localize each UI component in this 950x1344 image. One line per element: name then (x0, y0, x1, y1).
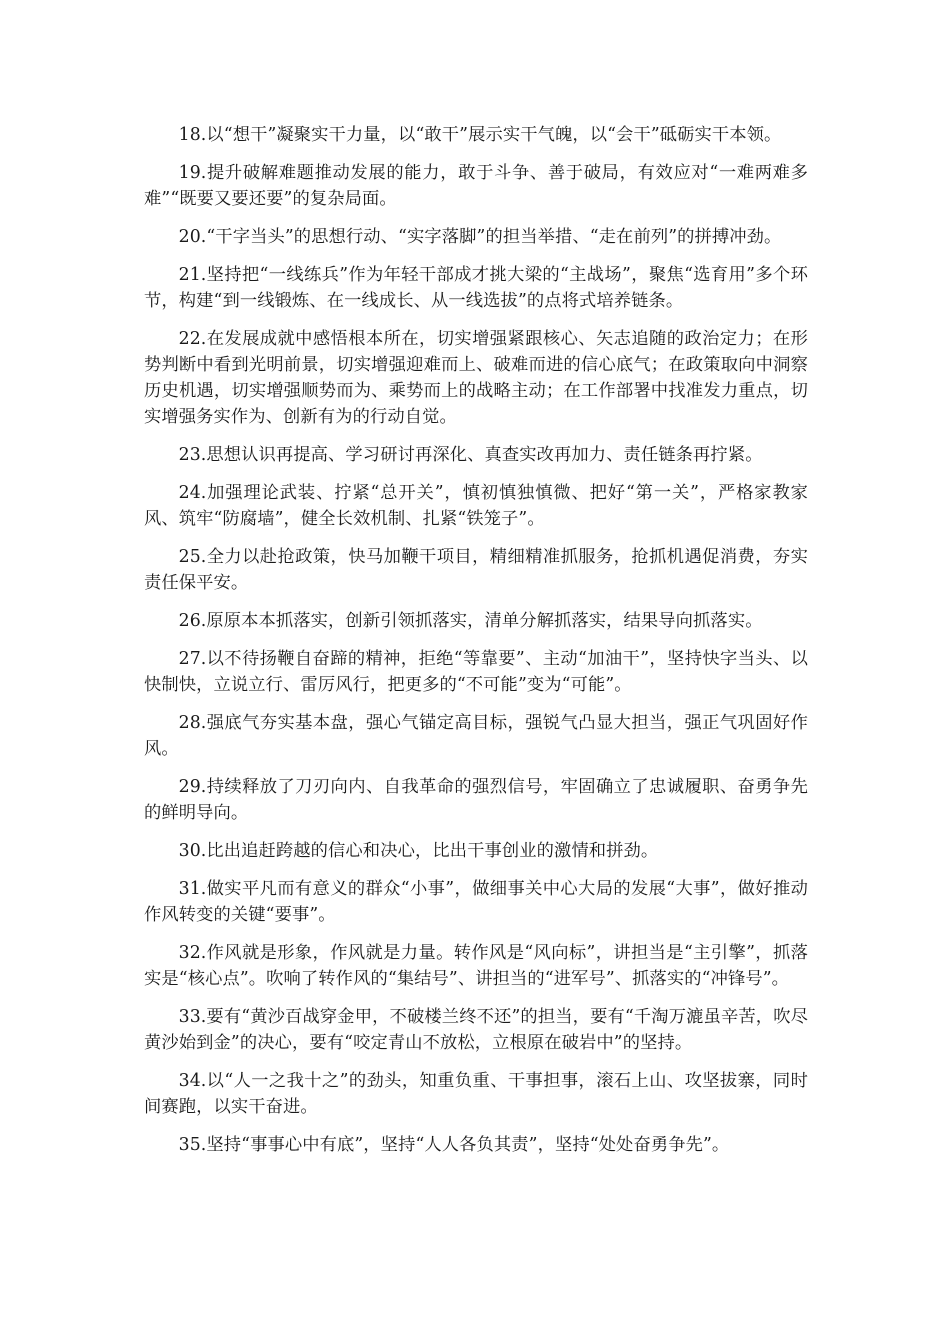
paragraph-35: 35.坚持“事事心中有底”，坚持“人人各负其责”，坚持“处处奋勇争先”。 (178, 1135, 730, 1155)
paragraph-20: 20.“干字当头”的思想行动、“实字落脚”的担当举措、“走在前列”的拼搏冲劲。 (178, 227, 782, 247)
paragraph-23: 23.思想认识再提高、学习研讨再深化、真查实改再加力、责任链条再拧紧。 (178, 445, 763, 465)
paragraph-21: 21.坚持把“一线练兵”作为年轻干部成才挑大梁的“主战场”，聚焦“选育用”多个环节，构建“到一线锻炼、在一线成长、从一线选拔”的点将式培养链条。 (144, 265, 808, 311)
paragraph-32: 32.作风就是形象，作风就是力量。转作风是“风向标”，讲担当是“主引擎”，抓落实是“核心点”。吹响了转作风的“集结号”、讲担当的“进军号”、抓落实的“冲锋号”。 (144, 943, 808, 989)
paragraph-26: 26.原原本本抓落实，创新引领抓落实，清单分解抓落实，结果导向抓落实。 (178, 611, 763, 631)
paragraph-30: 30.比出追赶跨越的信心和决心，比出干事创业的激情和拼劲。 (178, 841, 659, 861)
paragraph-27: 27.以不待扬鞭自奋蹄的精神，拒绝“等靠要”、主动“加油干”，坚持快字当头、以快制快，立说立行、雷厉风行，把更多的“不可能”变为“可能”。 (144, 649, 808, 695)
paragraph-25: 25.全力以赴抢政策，快马加鞭干项目，精细精准抓服务，抢抓机遇促消费，夯实责任保平安。 (144, 547, 808, 593)
paragraph-24: 24.加强理论武装、拧紧“总开关”，慎初慎独慎微、把好“第一关”，严格家教家风、筑牢“防腐墙”，健全长效机制、扎紧“铁笼子”。 (144, 483, 808, 529)
paragraph-19: 19.提升破解难题推动发展的能力，敢于斗争、善于破局，有效应对“一难两难多难”“既要又要还要”的复杂局面。 (144, 163, 808, 209)
paragraph-33: 33.要有“黄沙百战穿金甲，不破楼兰终不还”的担当，要有“千淘万漉虽辛苦，吹尽黄沙始到金”的决心，要有“咬定青山不放松，立根原在破岩中”的坚持。 (144, 1007, 808, 1053)
paragraph-18: 18.以“想干”凝聚实干力量，以“敢干”展示实干气魄，以“会干”砥砺实干本领。 (178, 125, 782, 145)
paragraph-28: 28.强底气夯实基本盘，强心气锚定高目标，强锐气凸显大担当，强正气巩固好作风。 (144, 713, 808, 759)
paragraph-34: 34.以“人一之我十之”的劲头，知重负重、干事担事，滚石上山、攻坚拔寨，同时间赛跑，以实干奋进。 (144, 1071, 808, 1117)
paragraph-22: 22.在发展成就中感悟根本所在，切实增强紧跟核心、矢志追随的政治定力；在形势判断中看到光明前景，切实增强迎难而上、破难而进的信心底气；在政策取向中洞察历史机遇，切实增强顺势而为、乘势而上的战略主动；在工作部署中找准发力重点，切实增强务实作为、创新有为的行动自觉。 (144, 329, 808, 427)
paragraph-31: 31.做实平凡而有意义的群众“小事”，做细事关中心大局的发展“大事”，做好推动作风转变的关键“要事”。 (144, 879, 808, 925)
document-body (144, 122, 808, 1170)
paragraph-29: 29.持续释放了刀刃向内、自我革命的强烈信号，牢固确立了忠诚履职、奋勇争先的鲜明导向。 (144, 777, 808, 823)
